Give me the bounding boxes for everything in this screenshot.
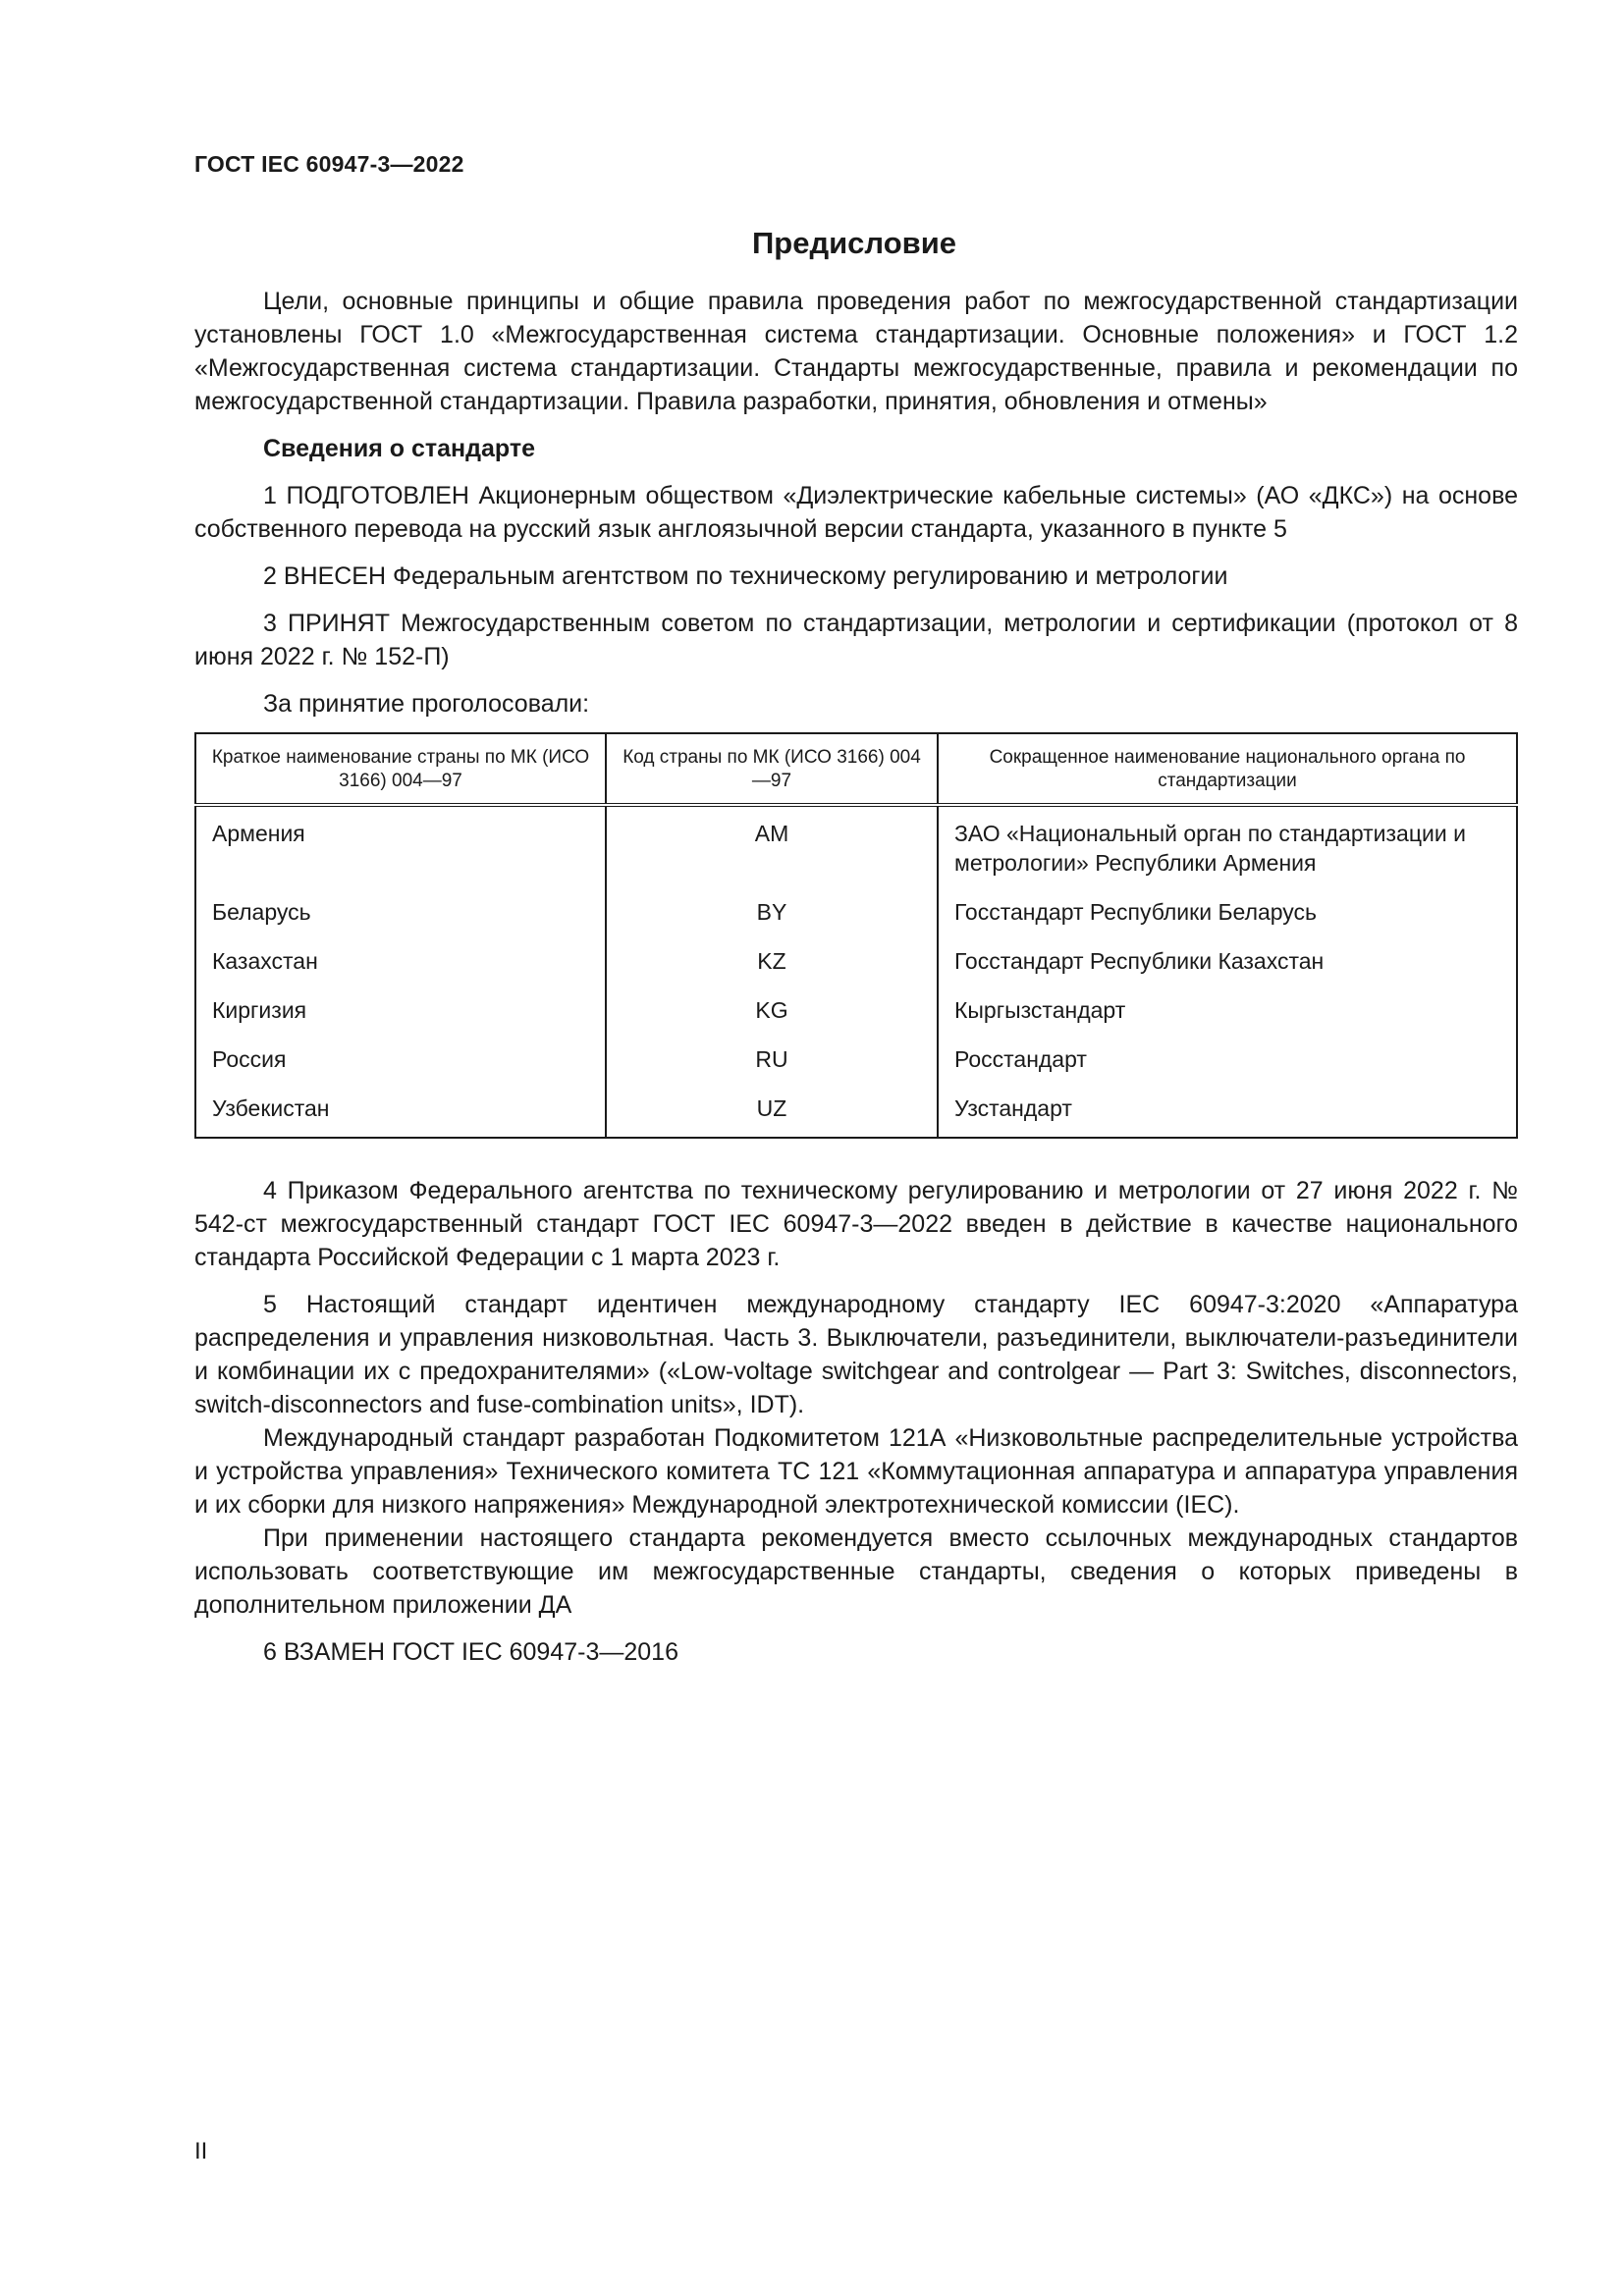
table-cell-country: Казахстан [195, 934, 606, 984]
item-4-paragraph: 4 Приказом Федерального агентства по техническому регулированию и метрологии от 27 июня 2022 г. № 542-ст межгосударственный стандарт ГОСТ IEC 60947-3—2022 введен в действие в качестве национального стандарта Российской Федерации с 1 марта 2023 г. [194, 1177, 1518, 1271]
table-cell-country: Киргизия [195, 984, 606, 1033]
document-body [194, 285, 1518, 1669]
table-row [195, 1082, 1517, 1138]
intro-paragraph: Цели, основные принципы и общие правила проведения работ по межгосударственной стандартизации установлены ГОСТ 1.0 «Межгосударственная система стандартизации. Основные положения» и ГОСТ 1.2 «Межгосударственная система стандартизации. Стандарты межгосударственные, правила и рекомендации по межгосударственной стандартизации. Правила разработки, принятия, обновления и отмены» [194, 288, 1518, 415]
table-cell-body: Кыргызстандарт [938, 984, 1517, 1033]
table-cell-code: KG [606, 984, 938, 1033]
table-cell-country: Россия [195, 1033, 606, 1082]
table-cell-body: Узстандарт [938, 1082, 1517, 1138]
table-row [195, 805, 1517, 885]
table-row [195, 984, 1517, 1033]
table-cell-body: Госстандарт Республики Беларусь [938, 885, 1517, 934]
table-row [195, 934, 1517, 984]
table-header-row [195, 733, 1517, 805]
page-title: Предисловие [751, 226, 956, 260]
table-row [195, 1033, 1517, 1082]
item-6-paragraph: 6 ВЗАМЕН ГОСТ IEC 60947-3—2016 [263, 1638, 678, 1666]
document-code: ГОСТ IEC 60947-3—2022 [194, 151, 464, 177]
item-5-application-paragraph: При применении настоящего стандарта рекомендуется вместо ссылочных международных стандартов использовать соответствующие им межгосударственные стандарты, сведения о которых приведены в дополнительном приложении ДА [194, 1524, 1518, 1619]
item-5-developer-paragraph: Международный стандарт разработан Подкомитетом 121А «Низковольтные распределительные устройства и устройства управления» Технического комитета ТС 121 «Коммутационная аппаратура и аппаратура управления и их сборки для низкого напряжения» Международной электротехнической комиссии (IEC). [194, 1424, 1518, 1519]
table-header-body: Сокращенное наименование национального органа по стандартизации [938, 733, 1517, 805]
item-3-paragraph: 3 ПРИНЯТ Межгосударственным советом по стандартизации, метрологии и сертификации (протокол от 8 июня 2022 г. № 152-П) [194, 610, 1518, 670]
table-cell-code: BY [606, 885, 938, 934]
item-1-paragraph: 1 ПОДГОТОВЛЕН Акционерным обществом «Диэлектрические кабельные системы» (АО «ДКС») на основе собственного перевода на русский язык англоязычной версии стандарта, указанного в пункте 5 [194, 482, 1518, 543]
table-cell-body: Госстандарт Республики Казахстан [938, 934, 1517, 984]
table-row [195, 885, 1517, 934]
vote-intro: За принятие проголосовали: [263, 690, 590, 718]
voting-table [194, 732, 1518, 1139]
table-cell-code: RU [606, 1033, 938, 1082]
table-header-country: Краткое наименование страны по МК (ИСО 3166) 004—97 [195, 733, 606, 805]
page-number: II [194, 2138, 208, 2164]
table-cell-code: KZ [606, 934, 938, 984]
table-cell-country: Узбекистан [195, 1082, 606, 1138]
table-header-code: Код страны по МК (ИСО 3166) 004—97 [606, 733, 938, 805]
section-heading: Сведения о стандарте [263, 435, 536, 462]
table-cell-body: Росстандарт [938, 1033, 1517, 1082]
table-cell-country: Армения [195, 805, 606, 885]
table-cell-body: ЗАО «Национальный орган по стандартизации и метрологии» Республики Армения [938, 805, 1517, 885]
item-2-paragraph: 2 ВНЕСЕН Федеральным агентством по техническому регулированию и метрологии [263, 562, 1228, 590]
item-5-paragraph: 5 Настоящий стандарт идентичен международному стандарту IEC 60947-3:2020 «Аппаратура распределения и управления низковольтная. Часть 3. Выключатели, разъединители, выключатели-разъединители и комбинации их с предохранителями» («Low-voltage switchgear and controlgear — Part 3: Switches, disconnectors, switch-disconnectors and fuse-combination units», IDT). [194, 1291, 1518, 1418]
table-cell-country: Беларусь [195, 885, 606, 934]
table-cell-code: AM [606, 805, 938, 885]
table-cell-code: UZ [606, 1082, 938, 1138]
